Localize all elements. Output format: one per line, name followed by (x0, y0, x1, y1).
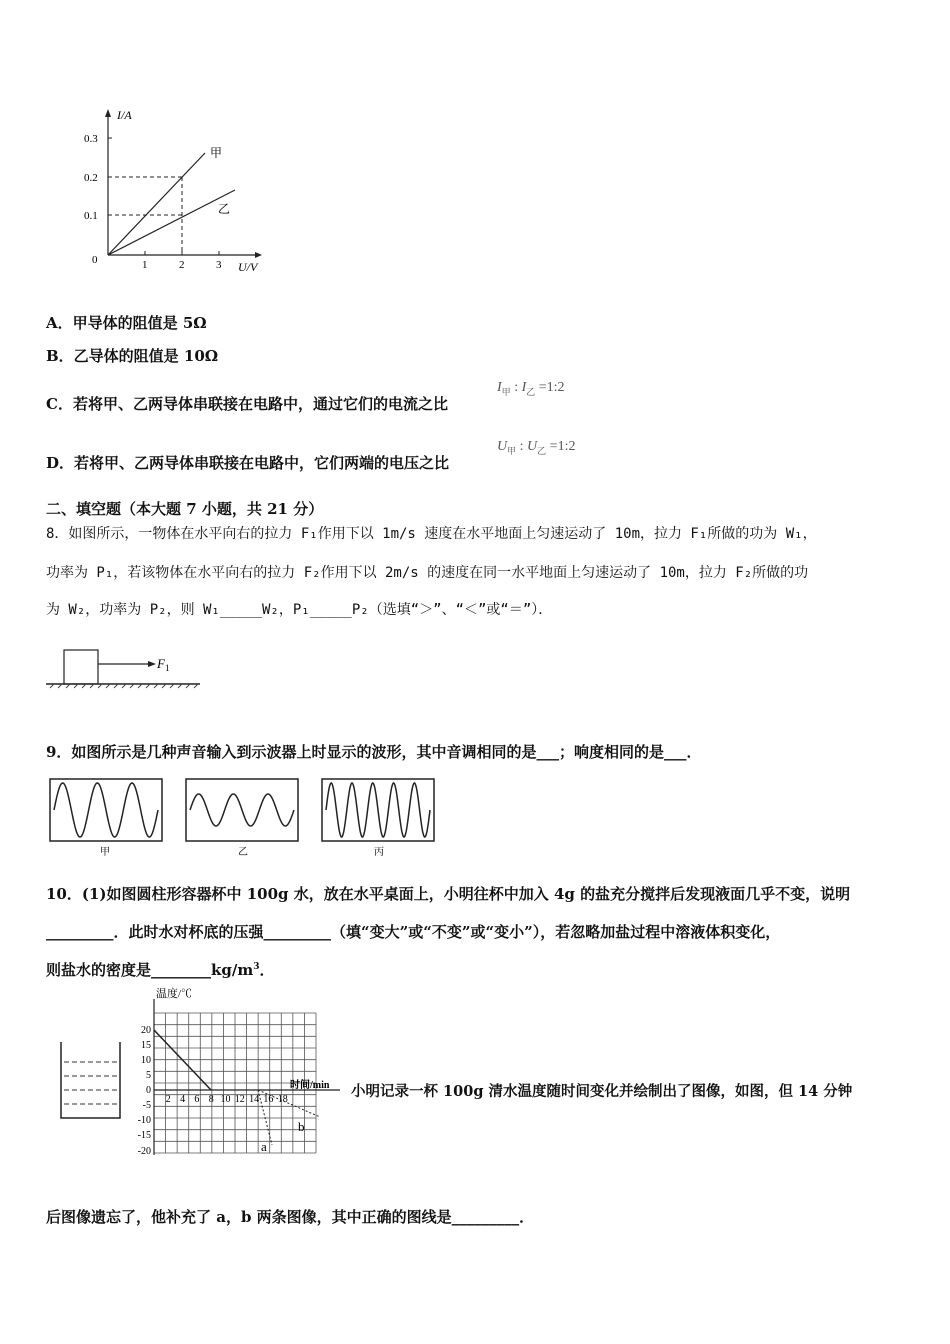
temp-x-tick: 14 (249, 1094, 260, 1105)
temp-x-tick: 16 (263, 1094, 274, 1105)
iu-line-jia-label: 甲 (210, 146, 223, 160)
q10-line2: _________．此时水对杯底的压强_________（填“变大”或“不变”或“变小”），若忽略加盐过程中溶液体积变化， (46, 923, 781, 941)
temp-graph (130, 985, 348, 1165)
temp-y-tick: -20 (137, 1146, 151, 1157)
temp-x-tick: 2 (165, 1094, 171, 1105)
temp-label-a: a (261, 1139, 267, 1154)
beaker-figure (56, 1040, 126, 1122)
option-a: A．甲导体的阻值是 5Ω (46, 314, 207, 332)
option-c-formula: $I_甲$ : $I_乙$ =1:2 (497, 380, 565, 397)
iu-y-label: I/A (117, 108, 132, 122)
temp-x-tick: 12 (234, 1094, 245, 1105)
temp-x-tick: 8 (208, 1094, 214, 1105)
q10-line1: 10．(1)如图圆柱形容器杯中 100g 水，放在水平桌面上，小明往杯中加入 4g 的盐充分搅拌后发现液面几乎不变，说明 (46, 885, 851, 903)
iu-line-yi (108, 190, 235, 255)
temp-x-tick: 4 (180, 1094, 186, 1105)
q8-line3: 为 W₂，功率为 P₂，则 W₁_____W₂，P₁_____P₂（选填“＞”、“＜”或“＝”）． (46, 602, 553, 618)
wave-label-jia: 甲 (100, 847, 110, 858)
force-label: F (157, 656, 165, 671)
block (64, 650, 98, 684)
q8-line1: 8．如图所示，一物体在水平向右的拉力 F₁作用下以 1m/s 速度在水平地面上匀速运动了 10m，拉力 F₁所做的功为 W₁， (46, 526, 817, 542)
force-sub: 1 (165, 663, 170, 673)
iu-line-jia (108, 153, 205, 255)
temp-x-tick: 18 (277, 1094, 288, 1105)
temp-x-tick: 6 (194, 1094, 200, 1105)
temp-label-b: b (298, 1119, 305, 1134)
q10-line4: 后图像遗忘了，他补充了 a，b 两条图像，其中正确的图线是_________． (46, 1208, 535, 1226)
iu-ytick: 0.2 (84, 172, 98, 184)
q10-side-text: 小明记录一杯 100g 清水温度随时间变化并绘制出了图像，如图，但 14 分钟 (351, 1083, 853, 1100)
temp-y-label: 温度/℃ (156, 988, 193, 1000)
option-d: D．若将甲、乙两导体串联接在电路中，它们两端的电压之比 (46, 454, 450, 472)
temp-y-tick: -5 (142, 1100, 151, 1111)
section-heading: 二、填空题（本大题 7 小题，共 21 分） (46, 500, 324, 518)
iu-line-yi-label: 乙 (218, 202, 231, 216)
iu-graph (80, 105, 280, 275)
force-arrow-head (148, 661, 156, 667)
q9-text: 9．如图所示是几种声音输入到示波器上时显示的波形，其中音调相同的是___；响度相同的是___． (46, 743, 702, 761)
temp-y-ticks (138, 1025, 151, 1157)
iu-y-arrow (105, 109, 111, 117)
q8-block-figure (44, 646, 204, 692)
option-c: C．若将甲、乙两导体串联接在电路中，通过它们的电流之比 (46, 395, 448, 413)
iu-xtick: 1 (142, 259, 148, 271)
temp-y-tick: 10 (141, 1055, 151, 1066)
q9-waveforms (48, 778, 438, 858)
temp-y-tick: 20 (141, 1025, 151, 1036)
temp-x-tick: 10 (220, 1094, 231, 1105)
temp-y-tick: 5 (146, 1070, 151, 1081)
q10-line3: 则盐水的密度是$\_\_\_\_\_\_\_\_kg/m^3$． (46, 961, 275, 979)
iu-origin: 0 (92, 254, 98, 266)
water-level-lines (64, 1062, 117, 1104)
temp-x-label: 时间/min (290, 1080, 330, 1091)
iu-x-arrow (255, 252, 262, 258)
iu-x-label: U/V (238, 260, 258, 274)
temp-y-tick: 15 (141, 1040, 151, 1051)
iu-xtick: 2 (179, 259, 185, 271)
iu-ytick: 0.3 (84, 133, 98, 145)
wave-label-bing: 丙 (374, 847, 384, 858)
temp-y-tick: 0 (146, 1085, 151, 1096)
option-d-formula: $U_甲$ : $U_乙$ =1:2 (497, 439, 576, 456)
beaker (61, 1042, 120, 1118)
temp-x-ticks (166, 1094, 288, 1105)
temp-y-tick: -15 (137, 1130, 151, 1141)
iu-ytick: 0.1 (84, 210, 98, 222)
wave-label-yi: 乙 (238, 847, 248, 858)
temp-y-tick: -10 (137, 1115, 151, 1126)
iu-xtick: 3 (216, 259, 222, 271)
option-b: B．乙导体的阻值是 10Ω (46, 347, 219, 365)
q8-line2: 功率为 P₁，若该物体在水平向右的拉力 F₂作用下以 2m/s 的速度在同一水平地面上匀速运动了 10m，拉力 F₂所做的功 (46, 565, 809, 581)
